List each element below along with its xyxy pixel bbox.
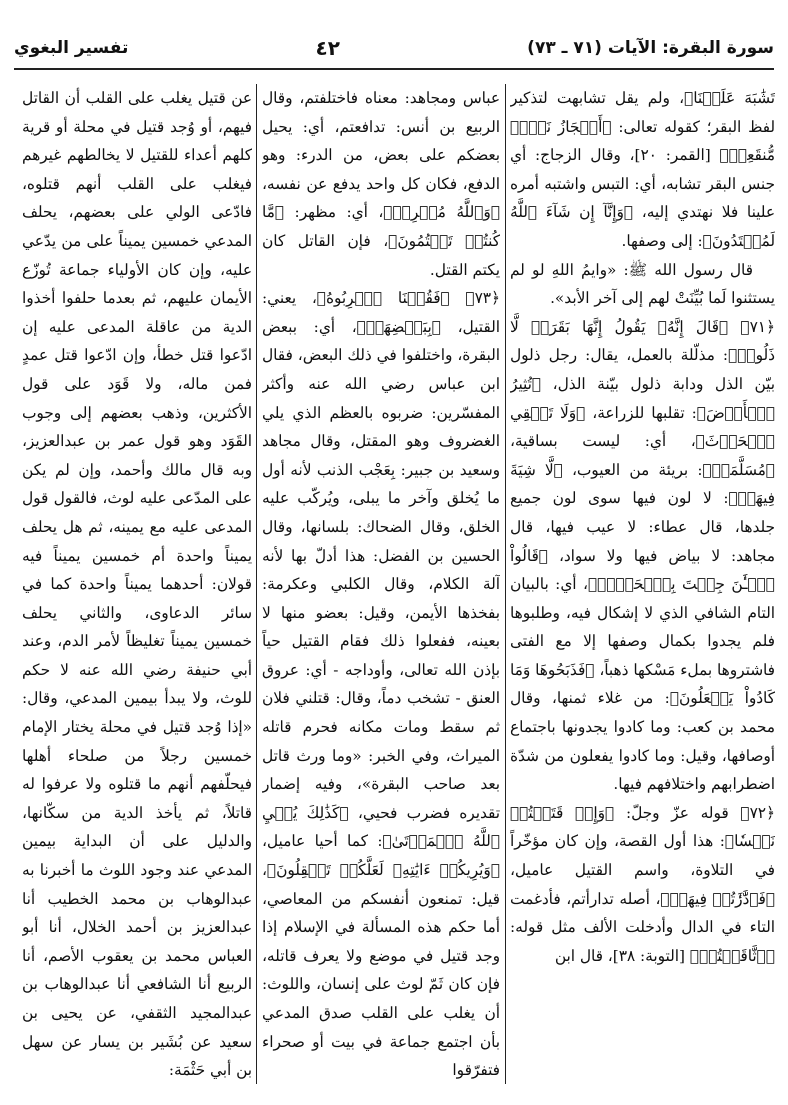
text-column-left	[22, 84, 252, 1094]
page-number: ٤٢	[315, 36, 340, 60]
text-column-middle	[262, 84, 500, 1094]
paragraph: قال رسول الله ﷺ: «وايمُ اللهِ لو لم يستثنوا لَما بُيِّنَتْ لهم إلى آخر الأبد».	[510, 260, 775, 308]
book-title: تفسير البغوي	[14, 38, 129, 58]
paragraph: عباس ومجاهد: معناه فاختلفتم، وقال الربيع بن أنس: تدافعتم، أي: يحيل بعضكم على بعض، من الدرء: وهو الدفع، فكان كل واحد يدفع عن نفسه، ﴿وَٱللَّهُ مُخۡرِجٞ﴾، أي: مظهر: ﴿مَّا كُنتُمۡ تَكۡتُمُونَ﴾، فإن القاتل كان يكتم القتل.	[262, 89, 500, 279]
paragraph: تَشَٰبَهَ عَلَيۡنَا﴾، ولم يقل تشابهت لتذكير لفظ البقر؛ كقوله تعالى: ﴿أَعۡجَازُ نَخۡلٖ مُّنقَعِرٖ﴾ [القمر: ٢٠]، وقال الزجاج: أي جنس البقر تشابه، أي: التبس واشتبه أمره علينا فلا نهتدي إليه، ﴿وَإِنَّآ إِن شَآءَ ٱللَّهُ لَمُهۡتَدُونَ﴾: إلى وصفها.	[510, 89, 775, 250]
paragraph: ﴿٧٢﴾ قوله عزّ وجلّ: ﴿وَإِذۡ قَتَلۡتُمۡ نَفۡسٗا﴾: هذا أول القصة، وإن كان مؤخّراً في التلاوة، واسم القتيل عاميل، ﴿فَٱدَّٰرَٰٔتُمۡ فِيهَاۖ﴾، أصله تدارأتم، فأدغمت التاء في الدال وأدخلت الألف مثل قوله: ﴿ٱثَّاقَلۡتُمۡ﴾ [التوبة: ٣٨]، قال ابن	[510, 803, 775, 965]
paragraph: ﴿٧٣﴾ ﴿فَقُلۡنَا ٱضۡرِبُوهُ﴾، يعني: القتيل، ﴿بِبَعۡضِهَاۚ﴾، أي: ببعض البقرة، واختلفوا في ذلك البعض، فقال ابن عباس رضي الله عنه وأكثر المفسّرين: ضربوه بالعظم الذي يلي الغضروف وهو المقتل، وقال مجاهد وسعيد بن جبير: بِعَجْب الذنب لأنه أول ما يُخلق وآخر ما يبلى، ويُركّب عليه الخلق، وقال الضحاك: بلسانها، وقال الحسين بن الفضل: هذا أدلّ بها لأنه آلة الكلام، وقال الكلبي وعكرمة: بفخذها الأيمن، وقيل: بعضو منها لا بعينه، ففعلوا ذلك فقام القتيل حياً بإذن الله تعالى، وأوداجه - أي: عروق العنق - تشخب دماً، وقال: قتلني فلان ثم سقط ومات مكانه فحرم قاتله الميراث، وفي الخبر: «وما ورث قاتل بعد صاحب البقرة»، وفيه إضمار تقديره فضرب فحيي، ﴿كَذَٰلِكَ يُحۡيِ ٱللَّهُ ٱلۡمَوۡتَىٰ﴾: كما أحيا عاميل، ﴿وَيُرِيكُمۡ ءَايَٰتِهِۦ لَعَلَّكُمۡ تَعۡقِلُونَ﴾، قيل: تمنعون أنفسكم من المعاصي، أما حكم هذه المسألة في الإسلام إذا وجد قتيل في موضع ولا يعرف قاتله، فإن كان ثَمّ لوث على إنسان، واللوث: أن يغلب على القلب صدق المدعي بأن اجتمع جماعة في بيت أو صحراء فتفرّقوا	[262, 289, 500, 1080]
paragraph: عن قتيل يغلب على القلب أن القاتل فيهم، أو وُجد قتيل في محلة أو قرية كلهم أعداء للقتيل لا يخالطهم غيرهم فيغلب على القلب أنهم قتلوه، فادّعى الولي على بعضهم، يحلف المدعي خمسين يميناً على من يدّعي عليه، وإن كان الأولياء جماعة تُوزّع الأيمان عليهم، ثم بعدما حلفوا أخذوا الدية من عاقلة المدعى عليه إن ادّعوا قتل خطأ، وإن ادّعوا قتل عمدٍ فمن ماله، ولا قَوَد على قول الأكثرين، وذهب بعضهم إلى وجوب القَوَد وهو قول عمر بن عبدالعزيز، وبه قال مالك وأحمد، وإن لم يكن على المدّعى عليه لوث، فالقول قول المدعى عليه مع يمينه، ثم هل يحلف يميناً واحدة أم خمسين يميناً فيه قولان: أحدهما يميناً واحدة كما في سائر الدعاوى، والثاني يحلف خمسين يميناً تغليظاً لأمر الدم، وعند أبي حنيفة رضي الله عنه لا حكم للوث، ولا يبدأ بيمين المدعي، وقال: «إذا وُجد قتيل في محلة يختار الإمام خمسين رجلاً من صلحاء أهلها فيحلّفهم أنهم ما قتلوه ولا عرفوا له قاتلاً، ثم يأخذ الدية من سكّانها، والدليل على أن البداية بيمين المدعي عند وجود اللوث ما أخبرنا به عبدالوهاب بن محمد الخطيب أنا عبدالعزيز بن أحمد الخلال، أنا أبو العباس محمد بن يعقوب الأصم، أنا الربيع أنا الشافعي أنا عبدالوهاب بن عبدالمجيد الثقفي، عن يحيى بن سعيد عن بُشَير بن يسار عن سهل بن أبي حَثْمَة:	[22, 89, 252, 1080]
column-divider	[256, 84, 257, 1084]
page-header	[14, 28, 774, 70]
column-divider	[505, 84, 506, 1084]
paragraph: ﴿٧١﴾ ﴿قَالَ إِنَّهُۥ يَقُولُ إِنَّهَا بَقَرَةٞ لَّا ذَلُولٞ﴾: مذلّلة بالعمل، يقال: رجل ذلول بيّن الذل ودابة ذلول بيّنة الذل، ﴿تُثِيرُ ٱلۡأَرۡضَ﴾: تقلبها للزراعة، ﴿وَلَا تَسۡقِي ٱلۡحَرۡثَ﴾، أي: ليست بساقية، ﴿مُسَلَّمَةٞ﴾: بريئة من العيوب، ﴿لَّا شِيَةَ فِيهَاۚ﴾: لا لون فيها سوى لون جميع جلدها، قال عطاء: لا عيب فيها، قال مجاهد: لا بياض فيها ولا سواد، ﴿قَالُواْ ٱلۡـَٰٔنَ جِئۡتَ بِٱلۡحَقِّۚ﴾، أي: بالبيان التام الشافي الذي لا إشكال فيه، وطلبوها فلم يجدوا بكمال وصفها إلا مع الفتى فاشتروها بملء مَسْكها ذهباً، ﴿فَذَبَحُوهَا وَمَا كَادُواْ يَفۡعَلُونَ﴾: من غلاء ثمنها، وقال محمد بن كعب: وما كادوا يجدونها باجتماع أوصافها، وقيل: وما كادوا يفعلون من شدّة اضطرابهم واختلافهم فيها.	[510, 317, 775, 794]
surah-verses-label: سورة البقرة: الآيات (٧١ ـ ٧٣)	[527, 38, 774, 58]
text-column-right	[510, 84, 775, 1094]
